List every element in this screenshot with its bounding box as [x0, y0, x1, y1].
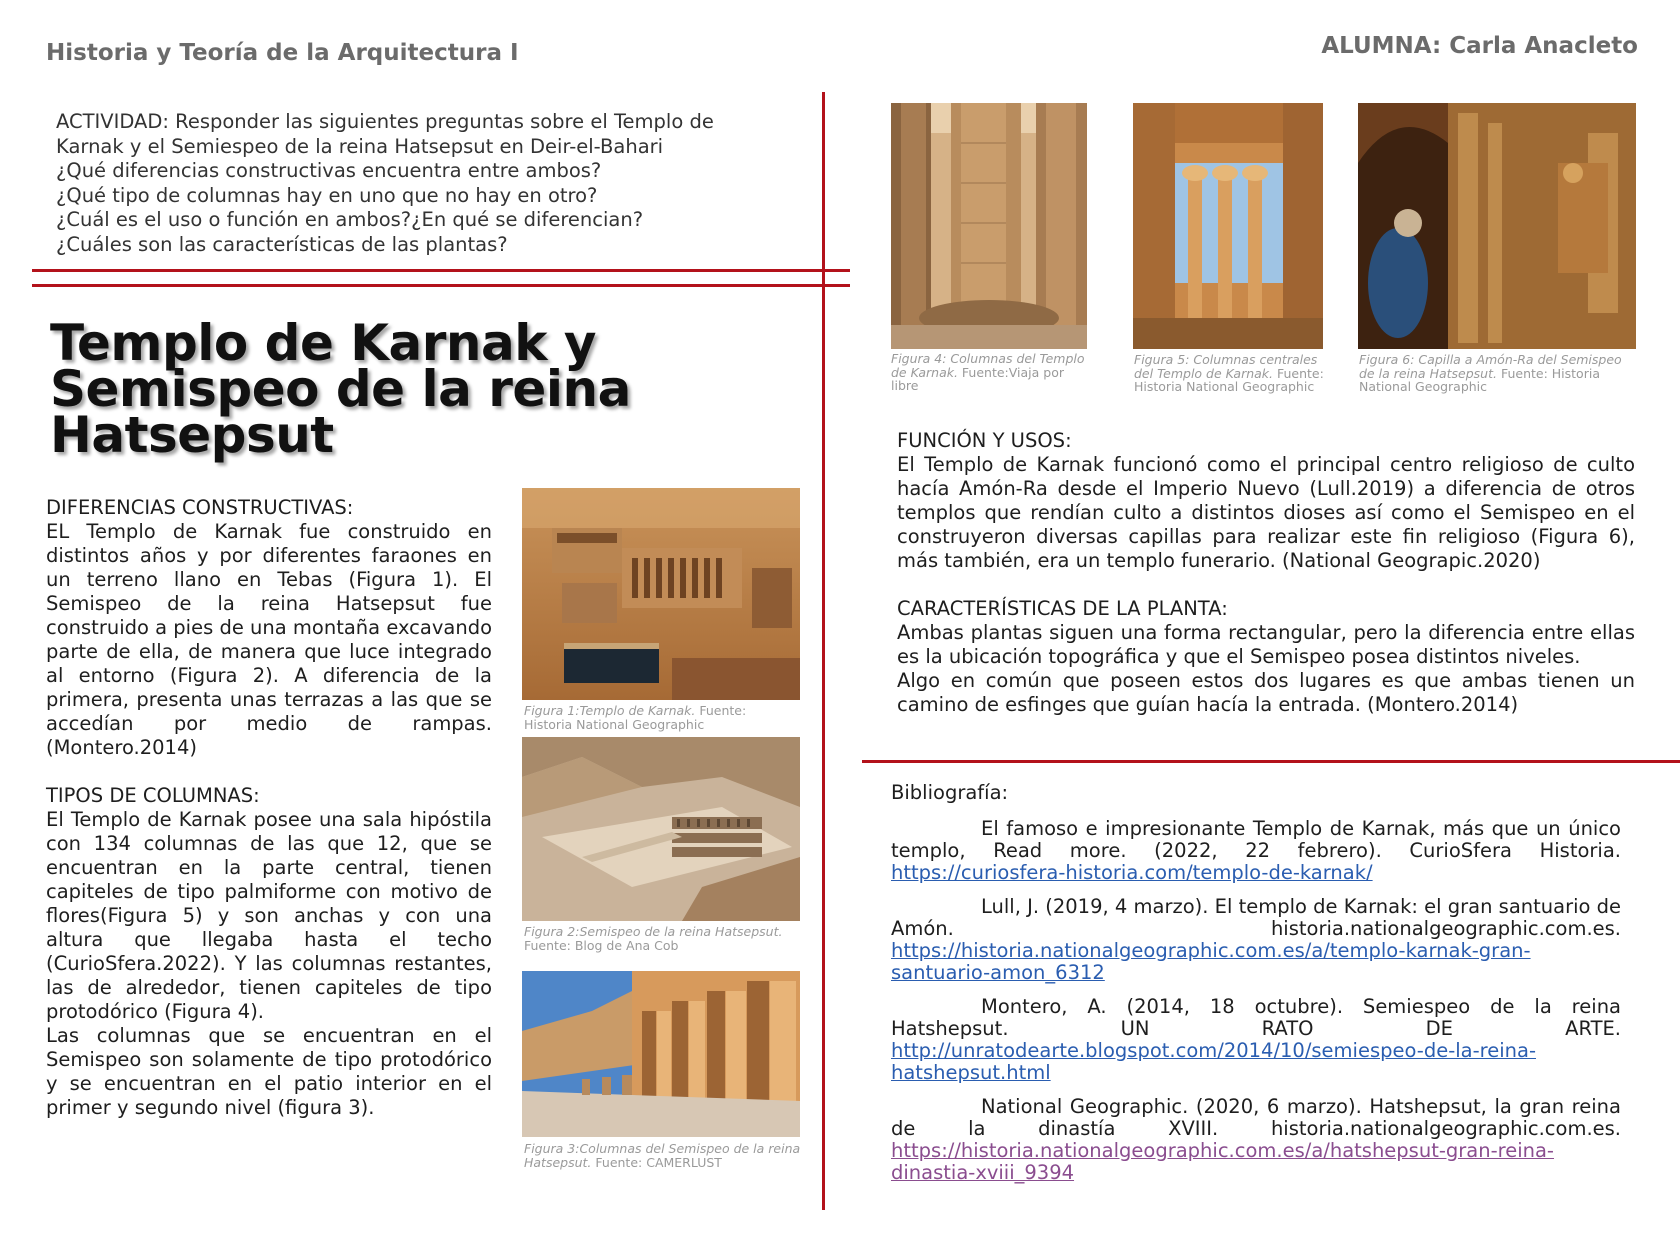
student-name: ALUMNA: Carla Anacleto	[1321, 33, 1638, 59]
figure-3-label: Figura 3:Columnas del Semispeo de la reina Hatsepsut.	[524, 1141, 801, 1170]
horizontal-divider-bottom	[32, 284, 850, 287]
figure-5-label: Figura 5: Columnas centrales del Templo de Karnak.	[1134, 352, 1318, 381]
function-text: El Templo de Karnak funcionó como el principal centro religioso de culto hacía Amón-Ra desde el Imperio Nuevo (Lull.2019) a diferencia de otros templos que rendían culto a distintos dioses así como el Semispeo en el construyeron diversas capillas para realizar este fin religioso (Figura 6), más también, era un templo funerario. (National Geograpic.2020)	[897, 453, 1635, 572]
horizontal-divider-top	[32, 269, 850, 272]
activity-line-1	[56, 110, 794, 135]
activity-line-1-text: Responder las siguientes preguntas sobre el Templo de	[168, 110, 714, 133]
title-line-3: Hatsepsut	[50, 406, 334, 464]
figure-5-image	[1133, 103, 1323, 349]
figure-5-source: Fuente: Historia National Geographic	[1134, 365, 1324, 394]
bibliography-entry	[891, 1096, 1621, 1184]
figure-4-caption	[891, 352, 1085, 393]
bibliography-divider	[862, 760, 1680, 763]
bibliography-entry-text: El famoso e impresionante Templo de Karnak, más que un único templo, Read more. (2022, 22 febrero). CurioSfera Historia.	[891, 817, 1621, 862]
bibliography-entry-text: National Geographic. (2020, 6 marzo). Hatshepsut, la gran reina de la dinastía XVIII. historia.nationalgeographic.com.es.	[891, 1095, 1621, 1140]
figure-5-caption	[1134, 353, 1324, 394]
figure-2-source: Fuente: Blog de Ana Cob	[524, 937, 679, 953]
page-title	[50, 314, 650, 464]
bibliography-link[interactable]: https://historia.nationalgeographic.com.es/a/hatshepsut-gran-reina-dinastia-xviii_9394	[891, 1139, 1554, 1184]
figure-1-image	[522, 488, 800, 700]
figure-3-source: Fuente: CAMERLUST	[591, 1154, 722, 1170]
vertical-divider	[822, 92, 825, 1210]
title-line-2: Semispeo de la reina	[50, 360, 631, 418]
figure-6-label: Figura 6: Capilla a Amón-Ra del Semispeo de la reina Hatsepsut.	[1359, 352, 1622, 381]
bibliography-entry	[891, 818, 1621, 884]
columns-text-1: El Templo de Karnak posee una sala hipóstila con 134 columnas de las que 12, que se encuentran en la parte central, tienen capiteles de tipo palmiforme con motivo de flores(Figura 5) y son anchas y con una altura que llegaba hasta el techo (CurioSfera.2022). Y las columnas restantes, las de alrededor, tienen capiteles de tipo protodórico (Figura 4).	[46, 808, 492, 1023]
bibliography-entry-text: Montero, A. (2014, 18 octubre). Semiespeo de la reina Hatshepsut. UN RATO DE ARTE.	[891, 995, 1621, 1040]
activity-line-2: Karnak y el Semiespeo de la reina Hatsepsut en Deir-el-Bahari	[56, 134, 664, 158]
figure-6-caption	[1359, 353, 1633, 394]
figure-1-caption	[524, 704, 786, 731]
function-heading: FUNCIÓN Y USOS:	[897, 429, 1072, 452]
activity-question: ¿Cuál es el uso o función en ambos?¿En qué se diferencian?	[56, 208, 644, 231]
figure-2-image	[522, 737, 800, 921]
course-title: Historia y Teoría de la Arquitectura I	[46, 40, 519, 66]
differences-text: EL Templo de Karnak fue construido en distintos años y por diferentes faraones en un terreno llano en Tebas (Figura 1). El Semispeo de la reina Hatsepsut fue construido a pies de una montaña excavando parte de ella, de manera que luce integrado al entorno (Figura 2). A diferencia de la primera, presenta unas terrazas a las que se accedían por medio de rampas. (Montero.2014)	[46, 520, 492, 759]
activity-question: ¿Cuáles son las características de las plantas?	[56, 232, 508, 256]
plan-heading: CARACTERÍSTICAS DE LA PLANTA:	[897, 597, 1228, 620]
figure-4-label: Figura 4: Columnas del Templo de Karnak.	[891, 351, 1085, 380]
bibliography-link[interactable]: http://unratodearte.blogspot.com/2014/10/semiespeo-de-la-reina-hatshepsut.html	[891, 1039, 1536, 1084]
figure-1-source: Fuente: Historia National Geographic	[524, 703, 747, 732]
activity-block	[56, 110, 794, 257]
figure-2-label: Figura 2:Semispeo de la reina Hatsepsut.	[524, 924, 783, 939]
plan-text-1: Ambas plantas siguen una forma rectangular, pero la diferencia entre ellas es la ubicación topográfica y que el Semispeo posea distintos niveles.	[897, 621, 1635, 668]
columns-text-2: Las columnas que se encuentran en el Semispeo son solamente de tipo protodórico y se encuentran en el patio interior en el primer y segundo nivel (figura 3).	[46, 1024, 492, 1119]
columns-heading: TIPOS DE COLUMNAS:	[46, 784, 260, 807]
figure-4-source: Fuente:Viaja por libre	[891, 364, 1065, 393]
figure-4-image	[891, 103, 1087, 349]
figure-6-image	[1358, 103, 1636, 349]
bibliography-entry	[891, 896, 1621, 984]
title-line-1: Templo de Karnak y	[50, 314, 597, 372]
figure-2-caption	[524, 925, 794, 952]
bibliography-entry-text: Lull, J. (2019, 4 marzo). El templo de Karnak: el gran santuario de Amón. historia.nationalgeographic.com.es.	[891, 895, 1622, 940]
figure-1-label: Figura 1:Templo de Karnak.	[524, 703, 696, 718]
figure-6-source: Fuente: Historia National Geographic	[1359, 365, 1600, 394]
plan-text-2: Algo en común que poseen estos dos lugares es que ambas tienen un camino de esfinges que guían hacía la entrada. (Montero.2014)	[897, 669, 1635, 716]
activity-question: ¿Qué diferencias constructivas encuentra entre ambos?	[56, 159, 602, 182]
bibliography-link[interactable]: https://curiosfera-historia.com/templo-de-karnak/	[891, 861, 1373, 884]
activity-label: ACTIVIDAD:	[56, 110, 169, 133]
activity-question: ¿Qué tipo de columnas hay en uno que no hay en otro?	[56, 183, 598, 207]
differences-heading: DIFERENCIAS CONSTRUCTIVAS:	[46, 496, 354, 519]
bibliography-heading: Bibliografía:	[891, 781, 1009, 804]
differences-section	[46, 496, 492, 1120]
figure-3-image	[522, 971, 800, 1137]
bibliography-section	[891, 782, 1621, 1196]
function-section	[897, 429, 1635, 717]
bibliography-link[interactable]: https://historia.nationalgeographic.com.es/a/templo-karnak-gran-santuario-amon_6312	[891, 939, 1531, 984]
figure-3-caption	[524, 1142, 806, 1169]
bibliography-entry	[891, 996, 1621, 1084]
